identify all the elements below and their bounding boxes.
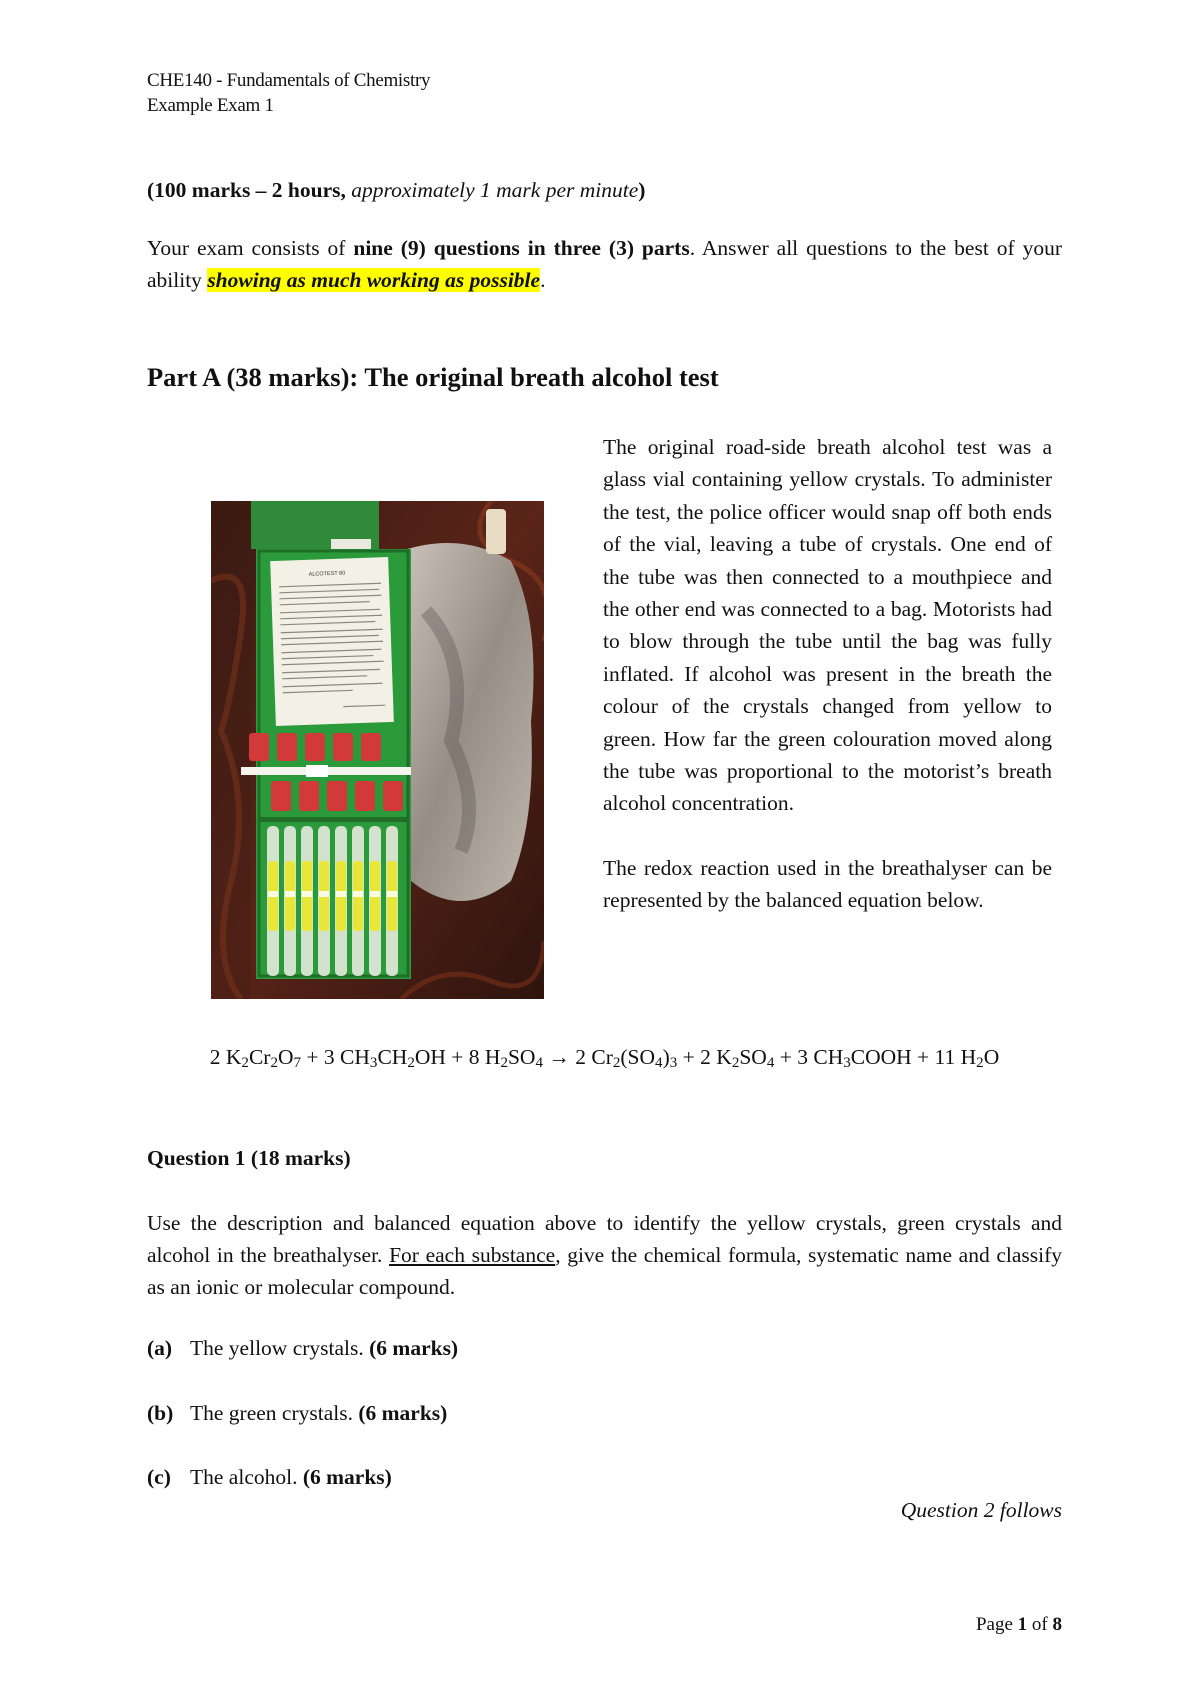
question-1a: (a) The yellow crystals. (6 marks) bbox=[147, 1336, 459, 1360]
instructions bbox=[147, 232, 1062, 296]
part-a-description bbox=[603, 431, 1052, 917]
description-paragraph-2: The redox reaction used in the breathalyser can be represented by the balanced equation below. bbox=[603, 855, 1052, 913]
instructions-bold: nine (9) questions in three (3) parts bbox=[353, 236, 690, 260]
marks-italic: approximately 1 mark per minute bbox=[351, 178, 639, 202]
question-1c: (c) The alcohol. (6 marks) bbox=[147, 1465, 392, 1489]
breathalyser-kit-photo bbox=[211, 501, 544, 999]
part-a-title: Part A (38 marks): The original breath alcohol test bbox=[147, 362, 719, 392]
marks-line bbox=[147, 174, 1062, 206]
course-title: CHE140 - Fundamentals of Chemistry bbox=[147, 70, 431, 91]
underlined-phrase: For each substance bbox=[389, 1243, 556, 1267]
balanced-equation: 2 $K_2Cr_2O_7 + 3$ $CH_3CH_2OH + 8$ $H_2SO_4 \to 2$ $Cr_2(SO_4)_3 + 2$ $K_2SO_4 + 3$ $CH_3COOH + 11$ $H_2O$ bbox=[209, 1045, 1000, 1071]
question-1-text: Use the description and balanced equation above to identify the yellow crystals, green crystals and alcohol in the breathalyser. For each substance, give the chemical formula, systematic name and classify as an ionic or molecular compound. bbox=[147, 1211, 1063, 1299]
page-number: Page 1 of 8 bbox=[975, 1614, 1062, 1635]
instructions-text-1: Your exam consists of bbox=[147, 236, 354, 260]
question-1-title: Question 1 (18 marks) bbox=[147, 1146, 351, 1170]
marks-close: ) bbox=[638, 178, 646, 202]
marks-bold: (100 marks – 2 hours, bbox=[147, 178, 346, 202]
instructions-text-2: . Answer all questions to the best of your ability bbox=[147, 236, 1062, 292]
exam-title: Example Exam 1 bbox=[147, 95, 274, 116]
kit-card-heading: ALCOTEST 80 bbox=[308, 570, 346, 578]
page-header bbox=[147, 68, 430, 118]
description-paragraph-1: The original road-side breath alcohol test was a glass vial containing yellow crystals. To administer the test, the police officer would snap off both ends of the vial, leaving a tube of crystals. One end of the tube was then connected to a mouthpiece and the other end was connected to a bag. Motorists had to blow through the tube until the bag was fully inflated. If alcohol was present in the breath the colour of the crystals changed from yellow to green. How far the green colouration moved along the tube was proportional to the motorist’s breath alcohol concentration. bbox=[603, 435, 1052, 816]
instructions-highlight: showing as much working as possible bbox=[207, 268, 541, 292]
question-1b: (b) The green crystals. (6 marks) bbox=[147, 1401, 448, 1425]
question-2-follows: Question 2 follows bbox=[900, 1498, 1062, 1522]
instructions-text-3: . bbox=[540, 268, 546, 292]
